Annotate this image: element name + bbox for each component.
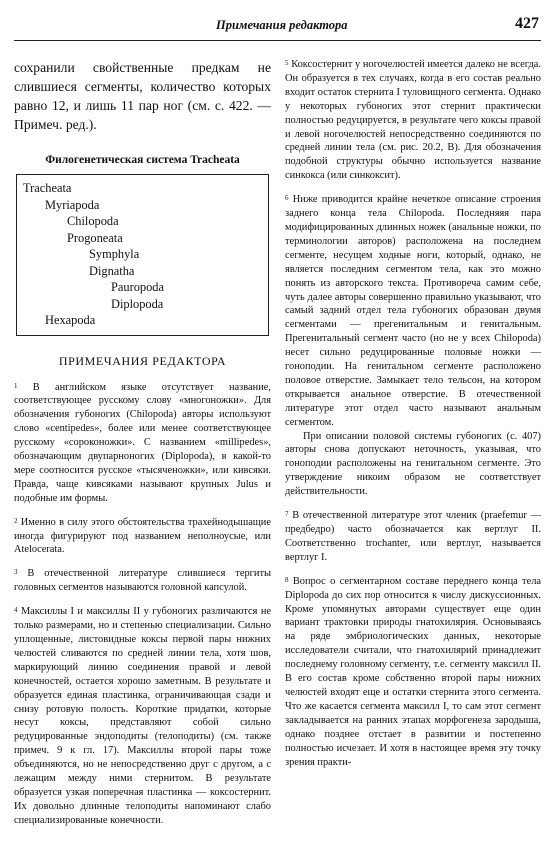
footnote-text: При описании половой системы губоногих (с. 407) авторы снова допускают неточность, указывая, что гоноподии расположены на генитальном сегменте. Это утверждение никоим образом не соответствует действительности.: [285, 430, 541, 498]
intro-paragraph: сохранили свойственные предкам не слившиеся сегменты, количество которых равно 12, и лишь 11 пар ног (см. с. 422. — Примеч. ред.).: [14, 60, 271, 132]
tree-node: Pauropoda: [111, 280, 164, 294]
footnote-number: 1: [14, 381, 18, 390]
footnote-4: [14, 605, 271, 828]
running-title: Примечания редактора: [216, 18, 348, 32]
page-number: 427: [515, 15, 539, 32]
tree-node: Tracheata: [23, 181, 72, 195]
footnote-text: В отечественной литературе этот членик (praefemur — предбедро) часто обозначается как вертлуг II. Соответственно trochanter, или вертлуг, называется вертлуг I.: [285, 510, 541, 563]
footnote-number: 3: [14, 568, 18, 577]
footnote-number: 4: [14, 606, 18, 615]
footnote-number: 7: [285, 510, 289, 519]
left-notes: [14, 381, 271, 828]
tree-node: Symphyla: [89, 247, 140, 261]
footnote-7: [285, 509, 541, 565]
footnote-8: [285, 575, 541, 770]
footnote-5: [285, 58, 541, 183]
footnote-text: Максиллы I и максиллы II у губоногих различаются не только размерами, но и степенью специализации. Сильно уплощенные, листовидные коксы первой пары нижних челюстей сливаются по средней линии тела, хотя шов, маркирующий линию соединения правой и левой конечностей, остается хорошо заметным. В результате и образуется единая пластинка, ограничивающая сзади и снизу ротовую полость. Короткие придатки, которые несут коксы, представляют собой сильно редуцированные эндоподиты (телоподиты) (см. также примеч. 9 к гл. 17). Максиллы второй пары тоже объединяются, но не непосредственно друг с другом, а с лежащим между ними стернитом. В результате образуется узкая поперечная пластинка — коксостернит. Их довольно длинные телоподиты напоминают слабо специализированные конечности.: [14, 606, 271, 826]
tree-node: Myriapoda: [45, 197, 100, 212]
tree-node: Dignatha: [89, 263, 135, 278]
tree-node: Progoneata: [67, 230, 123, 245]
tree-node: Diplopoda: [111, 296, 164, 311]
right-notes: [285, 58, 541, 769]
footnote-text: В английском языке отсутствует название, соответствующее русскому слову «многоножки». Для обозначения губоногих (Chilopoda) авторы используют слово «centipedes», более или менее соответствующее русскому «сороконожки». С названием «millipedes», обозначающим двупарноногих (Diplopoda), в какой-то мере соотносится русское «тысяченожки», или кивсяки. Правда, чаще кивсяками называют крупных Julus и подобные им формы.: [14, 381, 271, 504]
phylogeny-tree: [16, 174, 269, 336]
footnote-cont: [285, 430, 541, 500]
footnote-2: [14, 516, 271, 558]
footnote-text: В отечественной литературе слившиеся тергиты головных сегментов называются головной капсулой.: [14, 568, 271, 594]
footnote-1: [14, 381, 271, 506]
footnote-number: 2: [14, 516, 18, 525]
footnote-text: Вопрос о сегментарном составе переднего конца тела Diplopoda до сих пор относится к числу дискуссионных. Кроме упомянутых авторами существует еще один вариант трактовки природы гнатохилярия. Основываясь на ряде эмбриологических данных, некоторые исследователи считали, что гнатохилярий принадлежит последнему головному сегменту, т.е. сегменту максилл II. В его состав кроме собственно второй пары нижних челюстей входят еще и остатки стернита этого сегмента. Что же касается сегмента максилл I, то сам этот сегмент закладывается на ранних этапах морфогенеза зародыша, однако позднее отстает в развитии и постепенно полностью исчезает. И хотя в настоящее время эту точку зрения практи-: [285, 575, 542, 768]
tree-node: Chilopoda: [67, 214, 119, 228]
left-column: [14, 58, 271, 828]
footnote-text: Коксостернит у ногочелюстей имеется далеко не всегда. Он образуется в тех случаях, когда в его состав реально входит остаток стернита I туловищного сегмента. Однако у некоторых губоногих этот стернит практически полностью редуцируется, в результате чего коксы правой и левой ногочелюстей непосредственно соединяются по средней линии тела (см. рис. 20.2, В). Для обозначения подобной структуры обычно используется название синкокса (или синкоксит).: [285, 59, 541, 182]
editor-notes-heading: ПРИМЕЧАНИЯ РЕДАКТОРА: [58, 353, 227, 368]
tree-title: Филогенетическая система Tracheata: [45, 154, 240, 166]
right-column: [285, 58, 541, 769]
footnote-3: [14, 567, 271, 595]
footnote-text: Ниже приводится крайне нечеткое описание строения заднего конца тела Chilopoda. Последняяя пара модифицированных длинных ножек (анальные ножки, по терминологии авторов) расположена на последнем сегменте, несущем ходные ноги, который, однако, не является последним сегментом тела, как это можно понять из авторского текста. Противореча самим себе, чуть далее авторы совершенно правильно указывают, что самый задний отдел тела губоногих образован двумя сегментами — прегенитальным и генитальным. Прегенитальный сегмент часто (но не у всех Chilopoda) несет сильно редуцированные половые ножки — гоноподии. На генитальном сегменте расположено половое отверстие. Замыкает тело тельсон, на котором открывается анальное отверстие. В отечественной литературе этот отдел часто называют анальным сегментом.: [285, 194, 541, 428]
footnote-number: 5: [285, 59, 289, 67]
footnote-text: Именно в силу этого обстоятельства трахейнодышащие иногда фигурируют под названием неполноусые, или Atelocerata.: [14, 516, 271, 556]
footnote-number: 6: [285, 194, 289, 203]
footnote-number: 8: [285, 575, 289, 584]
footnote-6: [285, 193, 541, 429]
running-header: [14, 14, 541, 41]
tree-node: Hexapoda: [45, 313, 96, 327]
